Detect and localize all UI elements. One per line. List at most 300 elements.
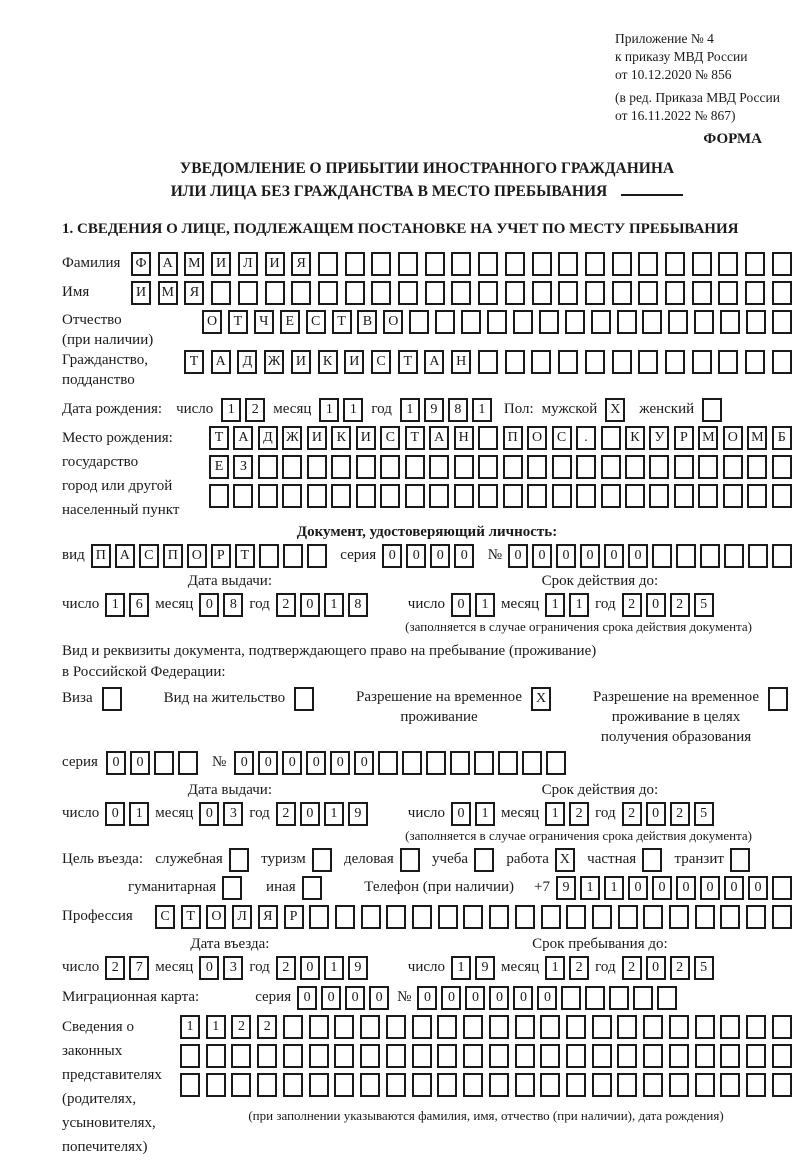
char-box[interactable] — [601, 426, 621, 450]
char-box[interactable] — [345, 252, 365, 276]
char-box[interactable] — [617, 310, 637, 334]
char-box[interactable]: С — [371, 350, 391, 374]
profession-input[interactable] — [155, 905, 792, 929]
purpose-work-checkbox[interactable]: X — [555, 848, 575, 872]
birthdate-month-input[interactable] — [319, 398, 363, 422]
entry-year-input[interactable] — [276, 956, 368, 980]
char-box[interactable] — [674, 484, 694, 508]
char-box[interactable] — [612, 252, 632, 276]
char-box[interactable]: У — [649, 426, 669, 450]
char-box[interactable]: 8 — [348, 593, 368, 617]
char-box[interactable] — [527, 484, 547, 508]
char-box[interactable]: . — [576, 426, 596, 450]
char-box[interactable]: 7 — [129, 956, 149, 980]
char-box[interactable] — [489, 1044, 509, 1068]
char-box[interactable]: 0 — [199, 956, 219, 980]
char-box[interactable]: 0 — [417, 986, 437, 1010]
char-box[interactable] — [552, 455, 572, 479]
char-box[interactable] — [334, 1015, 354, 1039]
char-box[interactable]: 9 — [556, 876, 576, 900]
char-box[interactable]: 0 — [532, 544, 552, 568]
purpose-business-checkbox[interactable] — [400, 848, 420, 872]
char-box[interactable]: 0 — [330, 751, 350, 775]
char-box[interactable] — [723, 455, 743, 479]
char-box[interactable] — [334, 1073, 354, 1097]
char-box[interactable] — [360, 1044, 380, 1068]
char-box[interactable]: 0 — [199, 593, 219, 617]
char-box[interactable] — [772, 544, 792, 568]
char-box[interactable]: 0 — [282, 751, 302, 775]
char-box[interactable] — [585, 281, 605, 305]
char-box[interactable] — [258, 484, 278, 508]
char-box[interactable]: 0 — [369, 986, 389, 1010]
char-box[interactable] — [576, 455, 596, 479]
char-box[interactable]: К — [331, 426, 351, 450]
char-box[interactable]: П — [163, 544, 183, 568]
char-box[interactable] — [282, 455, 302, 479]
char-box[interactable] — [505, 350, 525, 374]
residence-number-input[interactable] — [234, 751, 566, 775]
char-box[interactable] — [723, 484, 743, 508]
char-box[interactable] — [592, 1015, 612, 1039]
char-box[interactable] — [478, 252, 498, 276]
char-box[interactable] — [463, 1015, 483, 1039]
char-box[interactable] — [642, 310, 662, 334]
char-box[interactable]: С — [139, 544, 159, 568]
char-box[interactable]: И — [344, 350, 364, 374]
char-box[interactable] — [402, 751, 422, 775]
char-box[interactable] — [718, 350, 738, 374]
char-box[interactable] — [772, 310, 792, 334]
char-box[interactable] — [676, 544, 696, 568]
char-box[interactable]: 8 — [448, 398, 468, 422]
char-box[interactable]: Р — [674, 426, 694, 450]
char-box[interactable] — [698, 484, 718, 508]
char-box[interactable]: 2 — [670, 956, 690, 980]
char-box[interactable] — [505, 252, 525, 276]
char-box[interactable] — [724, 544, 744, 568]
char-box[interactable]: 0 — [306, 751, 326, 775]
char-box[interactable] — [592, 1044, 612, 1068]
char-box[interactable] — [576, 484, 596, 508]
char-box[interactable] — [612, 350, 632, 374]
char-box[interactable]: С — [380, 426, 400, 450]
identity-series-input[interactable] — [382, 544, 474, 568]
char-box[interactable]: 0 — [406, 544, 426, 568]
char-box[interactable] — [617, 1073, 637, 1097]
birthdate-day-input[interactable] — [221, 398, 265, 422]
char-box[interactable]: М — [184, 252, 204, 276]
char-box[interactable] — [180, 1044, 200, 1068]
representatives-input-row2[interactable] — [180, 1044, 792, 1068]
char-box[interactable]: 0 — [508, 544, 528, 568]
char-box[interactable] — [437, 1044, 457, 1068]
birthplace-input-row3[interactable] — [209, 484, 792, 508]
char-box[interactable]: И — [211, 252, 231, 276]
purpose-other-checkbox[interactable] — [302, 876, 322, 900]
char-box[interactable]: Т — [405, 426, 425, 450]
char-box[interactable] — [461, 310, 481, 334]
char-box[interactable]: 1 — [472, 398, 492, 422]
char-box[interactable]: 0 — [646, 956, 666, 980]
char-box[interactable]: Т — [398, 350, 418, 374]
char-box[interactable]: Я — [258, 905, 278, 929]
surname-input[interactable] — [131, 252, 792, 276]
char-box[interactable]: 2 — [622, 802, 642, 826]
char-box[interactable]: 5 — [694, 593, 714, 617]
char-box[interactable]: О — [527, 426, 547, 450]
char-box[interactable]: 1 — [475, 593, 495, 617]
char-box[interactable] — [674, 455, 694, 479]
char-box[interactable] — [257, 1073, 277, 1097]
entry-month-input[interactable] — [199, 956, 243, 980]
char-box[interactable]: 0 — [345, 986, 365, 1010]
char-box[interactable]: Т — [235, 544, 255, 568]
char-box[interactable]: А — [233, 426, 253, 450]
char-box[interactable] — [772, 281, 792, 305]
char-box[interactable]: 0 — [354, 751, 374, 775]
char-box[interactable]: 0 — [451, 802, 471, 826]
char-box[interactable]: 1 — [569, 593, 589, 617]
char-box[interactable] — [747, 484, 767, 508]
char-box[interactable] — [386, 1015, 406, 1039]
char-box[interactable] — [334, 1044, 354, 1068]
purpose-transit-checkbox[interactable] — [730, 848, 750, 872]
char-box[interactable]: 0 — [300, 802, 320, 826]
char-box[interactable] — [318, 281, 338, 305]
residence-permit-checkbox[interactable] — [294, 687, 314, 711]
char-box[interactable]: 1 — [451, 956, 471, 980]
char-box[interactable]: 0 — [604, 544, 624, 568]
char-box[interactable] — [463, 905, 483, 929]
char-box[interactable]: В — [357, 310, 377, 334]
char-box[interactable]: 2 — [670, 802, 690, 826]
purpose-study-checkbox[interactable] — [474, 848, 494, 872]
purpose-humanitarian-checkbox[interactable] — [222, 876, 242, 900]
char-box[interactable]: 1 — [545, 802, 565, 826]
char-box[interactable] — [618, 905, 638, 929]
char-box[interactable]: Ч — [254, 310, 274, 334]
char-box[interactable] — [291, 281, 311, 305]
char-box[interactable] — [695, 1044, 715, 1068]
char-box[interactable]: 0 — [451, 593, 471, 617]
representatives-input-row3[interactable] — [180, 1073, 792, 1097]
char-box[interactable] — [398, 252, 418, 276]
char-box[interactable] — [309, 905, 329, 929]
char-box[interactable]: 9 — [348, 802, 368, 826]
char-box[interactable] — [617, 1015, 637, 1039]
char-box[interactable]: 1 — [545, 956, 565, 980]
char-box[interactable] — [745, 252, 765, 276]
char-box[interactable] — [371, 252, 391, 276]
char-box[interactable] — [540, 1015, 560, 1039]
char-box[interactable] — [211, 281, 231, 305]
char-box[interactable] — [669, 905, 689, 929]
identity-expiry-year-input[interactable] — [622, 593, 714, 617]
char-box[interactable] — [265, 281, 285, 305]
char-box[interactable] — [565, 310, 585, 334]
char-box[interactable]: И — [131, 281, 151, 305]
char-box[interactable]: Т — [184, 350, 204, 374]
temp-residence-education-checkbox[interactable] — [768, 687, 788, 711]
residence-expiry-month-input[interactable] — [545, 802, 589, 826]
char-box[interactable] — [695, 1015, 715, 1039]
char-box[interactable] — [451, 252, 471, 276]
char-box[interactable]: 0 — [130, 751, 150, 775]
identity-issue-day-input[interactable] — [105, 593, 149, 617]
identity-issue-year-input[interactable] — [276, 593, 368, 617]
char-box[interactable] — [652, 544, 672, 568]
char-box[interactable] — [386, 905, 406, 929]
char-box[interactable] — [745, 350, 765, 374]
char-box[interactable] — [746, 1044, 766, 1068]
purpose-private-checkbox[interactable] — [642, 848, 662, 872]
char-box[interactable]: 0 — [724, 876, 744, 900]
char-box[interactable] — [515, 905, 535, 929]
char-box[interactable] — [665, 252, 685, 276]
char-box[interactable] — [540, 1073, 560, 1097]
char-box[interactable] — [747, 455, 767, 479]
purpose-tourism-checkbox[interactable] — [312, 848, 332, 872]
char-box[interactable] — [625, 484, 645, 508]
char-box[interactable] — [772, 905, 792, 929]
char-box[interactable] — [450, 751, 470, 775]
char-box[interactable] — [405, 484, 425, 508]
char-box[interactable]: 0 — [300, 593, 320, 617]
char-box[interactable] — [515, 1044, 535, 1068]
char-box[interactable] — [746, 905, 766, 929]
char-box[interactable] — [498, 751, 518, 775]
char-box[interactable] — [585, 252, 605, 276]
char-box[interactable]: 0 — [106, 751, 126, 775]
char-box[interactable]: 5 — [694, 802, 714, 826]
char-box[interactable] — [478, 426, 498, 450]
char-box[interactable] — [558, 252, 578, 276]
char-box[interactable]: Т — [209, 426, 229, 450]
char-box[interactable] — [643, 1073, 663, 1097]
char-box[interactable] — [437, 1073, 457, 1097]
char-box[interactable] — [558, 281, 578, 305]
char-box[interactable] — [503, 484, 523, 508]
char-box[interactable]: И — [307, 426, 327, 450]
char-box[interactable]: Ф — [131, 252, 151, 276]
char-box[interactable]: А — [429, 426, 449, 450]
char-box[interactable]: Ж — [264, 350, 284, 374]
char-box[interactable]: 3 — [223, 802, 243, 826]
char-box[interactable] — [561, 986, 581, 1010]
char-box[interactable] — [231, 1073, 251, 1097]
char-box[interactable] — [540, 1044, 560, 1068]
char-box[interactable]: Б — [772, 426, 792, 450]
char-box[interactable]: И — [265, 252, 285, 276]
char-box[interactable]: 1 — [221, 398, 241, 422]
char-box[interactable] — [541, 905, 561, 929]
char-box[interactable]: А — [158, 252, 178, 276]
citizenship-input[interactable] — [184, 350, 792, 374]
char-box[interactable]: 1 — [604, 876, 624, 900]
char-box[interactable] — [206, 1044, 226, 1068]
char-box[interactable] — [356, 484, 376, 508]
char-box[interactable] — [318, 252, 338, 276]
char-box[interactable] — [309, 1044, 329, 1068]
char-box[interactable] — [345, 281, 365, 305]
char-box[interactable]: 0 — [454, 544, 474, 568]
char-box[interactable] — [283, 1044, 303, 1068]
char-box[interactable]: 0 — [300, 956, 320, 980]
char-box[interactable] — [601, 455, 621, 479]
char-box[interactable]: 2 — [276, 802, 296, 826]
char-box[interactable]: П — [91, 544, 111, 568]
char-box[interactable]: 1 — [475, 802, 495, 826]
char-box[interactable] — [601, 484, 621, 508]
sex-male-checkbox[interactable]: X — [605, 398, 625, 422]
char-box[interactable] — [643, 905, 663, 929]
char-box[interactable] — [438, 905, 458, 929]
residence-expiry-year-input[interactable] — [622, 802, 714, 826]
char-box[interactable] — [720, 1044, 740, 1068]
char-box[interactable]: С — [306, 310, 326, 334]
char-box[interactable] — [398, 281, 418, 305]
char-box[interactable]: 0 — [652, 876, 672, 900]
char-box[interactable] — [307, 484, 327, 508]
char-box[interactable]: 0 — [700, 876, 720, 900]
char-box[interactable] — [283, 1073, 303, 1097]
char-box[interactable] — [206, 1073, 226, 1097]
char-box[interactable] — [772, 1015, 792, 1039]
char-box[interactable] — [425, 252, 445, 276]
char-box[interactable]: 2 — [245, 398, 265, 422]
char-box[interactable] — [238, 281, 258, 305]
char-box[interactable] — [668, 310, 688, 334]
char-box[interactable] — [772, 350, 792, 374]
char-box[interactable] — [478, 455, 498, 479]
char-box[interactable]: 0 — [105, 802, 125, 826]
char-box[interactable]: М — [698, 426, 718, 450]
char-box[interactable]: 8 — [223, 593, 243, 617]
char-box[interactable]: Е — [209, 455, 229, 479]
char-box[interactable] — [180, 1073, 200, 1097]
char-box[interactable] — [669, 1073, 689, 1097]
char-box[interactable] — [489, 1015, 509, 1039]
char-box[interactable] — [283, 1015, 303, 1039]
char-box[interactable]: 9 — [424, 398, 444, 422]
char-box[interactable] — [657, 986, 677, 1010]
char-box[interactable]: 2 — [276, 593, 296, 617]
char-box[interactable]: 0 — [382, 544, 402, 568]
birthplace-input-row1[interactable] — [209, 426, 792, 450]
char-box[interactable] — [592, 1073, 612, 1097]
char-box[interactable] — [720, 310, 740, 334]
char-box[interactable] — [425, 281, 445, 305]
char-box[interactable] — [591, 310, 611, 334]
char-box[interactable] — [695, 1073, 715, 1097]
char-box[interactable] — [772, 252, 792, 276]
char-box[interactable] — [772, 484, 792, 508]
char-box[interactable]: 2 — [622, 956, 642, 980]
char-box[interactable] — [527, 455, 547, 479]
char-box[interactable] — [331, 455, 351, 479]
char-box[interactable] — [748, 544, 768, 568]
char-box[interactable] — [331, 484, 351, 508]
char-box[interactable]: П — [503, 426, 523, 450]
char-box[interactable] — [487, 310, 507, 334]
char-box[interactable] — [412, 905, 432, 929]
char-box[interactable] — [746, 310, 766, 334]
char-box[interactable]: 0 — [628, 544, 648, 568]
stay-year-input[interactable] — [622, 956, 714, 980]
char-box[interactable] — [694, 310, 714, 334]
char-box[interactable]: С — [552, 426, 572, 450]
char-box[interactable] — [307, 544, 327, 568]
char-box[interactable] — [451, 281, 471, 305]
visa-checkbox[interactable] — [102, 687, 122, 711]
char-box[interactable]: 0 — [556, 544, 576, 568]
char-box[interactable]: М — [747, 426, 767, 450]
char-box[interactable] — [154, 751, 174, 775]
char-box[interactable] — [617, 1044, 637, 1068]
char-box[interactable] — [309, 1073, 329, 1097]
migration-number-input[interactable] — [417, 986, 677, 1010]
char-box[interactable] — [746, 1015, 766, 1039]
char-box[interactable] — [592, 905, 612, 929]
char-box[interactable]: 1 — [324, 956, 344, 980]
char-box[interactable] — [335, 905, 355, 929]
char-box[interactable] — [503, 455, 523, 479]
char-box[interactable]: 0 — [537, 986, 557, 1010]
char-box[interactable]: 2 — [569, 802, 589, 826]
char-box[interactable]: 1 — [129, 802, 149, 826]
char-box[interactable] — [612, 281, 632, 305]
char-box[interactable]: 1 — [180, 1015, 200, 1039]
char-box[interactable]: 0 — [646, 802, 666, 826]
char-box[interactable]: 1 — [324, 802, 344, 826]
char-box[interactable]: Е — [280, 310, 300, 334]
char-box[interactable] — [665, 350, 685, 374]
char-box[interactable]: 0 — [580, 544, 600, 568]
char-box[interactable]: А — [424, 350, 444, 374]
char-box[interactable] — [665, 281, 685, 305]
char-box[interactable] — [259, 544, 279, 568]
char-box[interactable] — [371, 281, 391, 305]
char-box[interactable]: 0 — [465, 986, 485, 1010]
char-box[interactable]: И — [291, 350, 311, 374]
char-box[interactable]: Л — [232, 905, 252, 929]
char-box[interactable]: Т — [181, 905, 201, 929]
char-box[interactable] — [532, 252, 552, 276]
char-box[interactable] — [429, 484, 449, 508]
char-box[interactable]: 0 — [676, 876, 696, 900]
char-box[interactable] — [409, 310, 429, 334]
char-box[interactable] — [429, 455, 449, 479]
char-box[interactable]: Л — [238, 252, 258, 276]
char-box[interactable] — [633, 986, 653, 1010]
birthdate-year-input[interactable] — [400, 398, 492, 422]
char-box[interactable]: Н — [451, 350, 471, 374]
char-box[interactable] — [531, 350, 551, 374]
char-box[interactable] — [474, 751, 494, 775]
representatives-input-row1[interactable] — [180, 1015, 792, 1039]
char-box[interactable] — [309, 1015, 329, 1039]
char-box[interactable]: 0 — [748, 876, 768, 900]
char-box[interactable] — [360, 1015, 380, 1039]
char-box[interactable] — [463, 1044, 483, 1068]
identity-number-input[interactable] — [508, 544, 792, 568]
patronymic-input[interactable] — [202, 310, 792, 334]
char-box[interactable] — [463, 1073, 483, 1097]
residence-issue-year-input[interactable] — [276, 802, 368, 826]
char-box[interactable] — [361, 905, 381, 929]
identity-expiry-month-input[interactable] — [545, 593, 589, 617]
